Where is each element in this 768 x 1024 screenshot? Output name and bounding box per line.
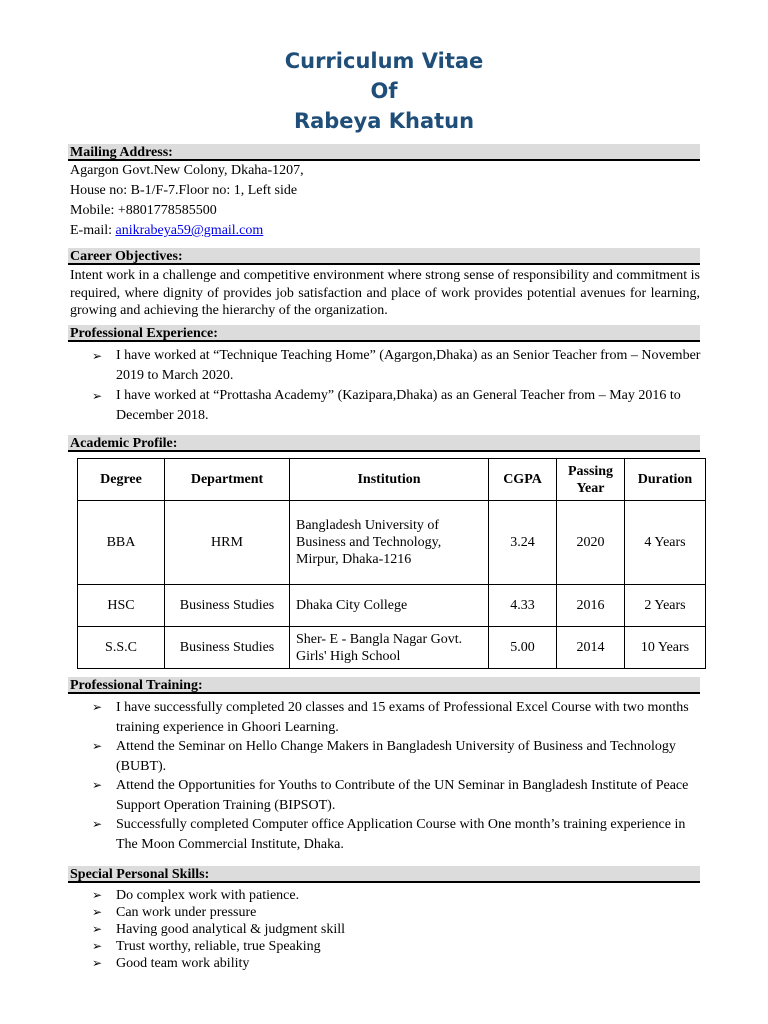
cell-degree: HSC: [78, 585, 165, 627]
email-line: [70, 221, 263, 241]
academic-table: [77, 458, 706, 669]
arrow-bullet-icon: ➢: [92, 905, 103, 919]
cell-duration: 4 Years: [625, 501, 706, 585]
arrow-bullet-icon: ➢: [92, 922, 103, 936]
list-item: ➢ Successfully completed Computer office Application Course with One month’s training experience in The Moon Commercial Institute, Dhaka.: [92, 817, 686, 852]
list-item: ➢ I have successfully completed 20 classes and 15 exams of Professional Excel Course with two months training experience in Ghoori Learning.: [92, 700, 689, 735]
column-header-passing-year: Passing Year: [557, 459, 625, 501]
column-header-institution: Institution: [290, 459, 489, 501]
cell-institution: Bangladesh University of Business and Technology, Mirpur, Dhaka-1216: [290, 501, 489, 585]
list-item: ➢ Good team work ability: [92, 956, 250, 971]
title-line-1: Curriculum Vitae: [284, 49, 484, 73]
arrow-bullet-icon: ➢: [92, 389, 103, 403]
list-item: ➢ Attend the Seminar on Hello Change Makers in Bangladesh University of Business and Technology (BUBT).: [92, 739, 676, 774]
column-header-duration: Duration: [625, 459, 706, 501]
table-header-row: [78, 459, 706, 501]
email-label: E-mail:: [70, 223, 116, 238]
address-line-2: House no: B-1/F-7.Floor no: 1, Left side: [70, 183, 298, 198]
cell-duration: 10 Years: [625, 627, 706, 669]
arrow-bullet-icon: ➢: [92, 349, 103, 363]
list-item: ➢ Attend the Opportunities for Youths to Contribute of the UN Seminar in Bangladesh Institute of Peace Support Operation Training (BIPSOT).: [92, 778, 689, 813]
address-line-1: Agargon Govt.New Colony, Dkaha-1207,: [70, 163, 304, 178]
list-item: ➢ Trust worthy, reliable, true Speaking: [92, 939, 321, 954]
arrow-bullet-icon: ➢: [92, 700, 103, 714]
title-line-2: Of: [370, 79, 398, 103]
list-item: ➢ Having good analytical & judgment skill: [92, 922, 346, 937]
cell-passing-year: 2014: [557, 627, 625, 669]
skills-list: [92, 887, 702, 972]
professional-experience-header: Professional Experience:: [68, 325, 700, 342]
table-row: [78, 501, 706, 585]
career-objectives-text: Intent work in a challenge and competitive environment where strong sense of responsibility and commitment is required, where dignity of provides job satisfaction and place of work provides potential avenues for learning, growing and achieving the hierarchy of the organization.: [70, 268, 700, 318]
cell-department: HRM: [165, 501, 290, 585]
cell-duration: 2 Years: [625, 585, 706, 627]
academic-table-wrap: [77, 458, 706, 669]
cell-cgpa: 3.24: [489, 501, 557, 585]
special-skills-header: Special Personal Skills:: [68, 866, 700, 883]
arrow-bullet-icon: ➢: [92, 888, 103, 902]
cell-cgpa: 5.00: [489, 627, 557, 669]
list-item: ➢ Can work under pressure: [92, 905, 257, 920]
cv-title: [0, 46, 768, 136]
column-header-degree: Degree: [78, 459, 165, 501]
academic-profile-header: Academic Profile:: [68, 435, 700, 452]
table-row: [78, 627, 706, 669]
cell-degree: S.S.C: [78, 627, 165, 669]
cell-department: Business Studies: [165, 585, 290, 627]
arrow-bullet-icon: ➢: [92, 739, 103, 753]
cell-department: Business Studies: [165, 627, 290, 669]
mailing-address-header: Mailing Address:: [68, 144, 700, 161]
list-item: ➢ I have worked at “Prottasha Academy” (Kazipara,Dhaka) as an General Teacher from – May 2016 to December 2018.: [92, 388, 681, 423]
cell-institution: Sher- E - Bangla Nagar Govt. Girls' High School: [290, 627, 489, 669]
title-line-3: Rabeya Khatun: [293, 109, 475, 133]
career-objectives-header: Career Objectives:: [68, 248, 700, 265]
cell-degree: BBA: [78, 501, 165, 585]
mobile-line: Mobile: +8801778585500: [70, 203, 217, 218]
training-list: [92, 698, 702, 854]
arrow-bullet-icon: ➢: [92, 778, 103, 792]
email-link[interactable]: anikrabeya59@gmail.com: [115, 223, 264, 238]
table-row: [78, 585, 706, 627]
cell-cgpa: 4.33: [489, 585, 557, 627]
arrow-bullet-icon: ➢: [92, 956, 103, 970]
cell-passing-year: 2020: [557, 501, 625, 585]
arrow-bullet-icon: ➢: [92, 939, 103, 953]
column-header-department: Department: [165, 459, 290, 501]
column-header-cgpa: CGPA: [489, 459, 557, 501]
experience-list: [92, 346, 702, 426]
list-item: ➢ Do complex work with patience.: [92, 888, 300, 903]
cell-institution: Dhaka City College: [290, 585, 489, 627]
arrow-bullet-icon: ➢: [92, 817, 103, 831]
list-item: ➢ I have worked at “Technique Teaching Home” (Agargon,Dhaka) as an Senior Teacher from – November 2019 to March 2020.: [92, 348, 701, 383]
cell-passing-year: 2016: [557, 585, 625, 627]
professional-training-header: Professional Training:: [68, 677, 700, 694]
